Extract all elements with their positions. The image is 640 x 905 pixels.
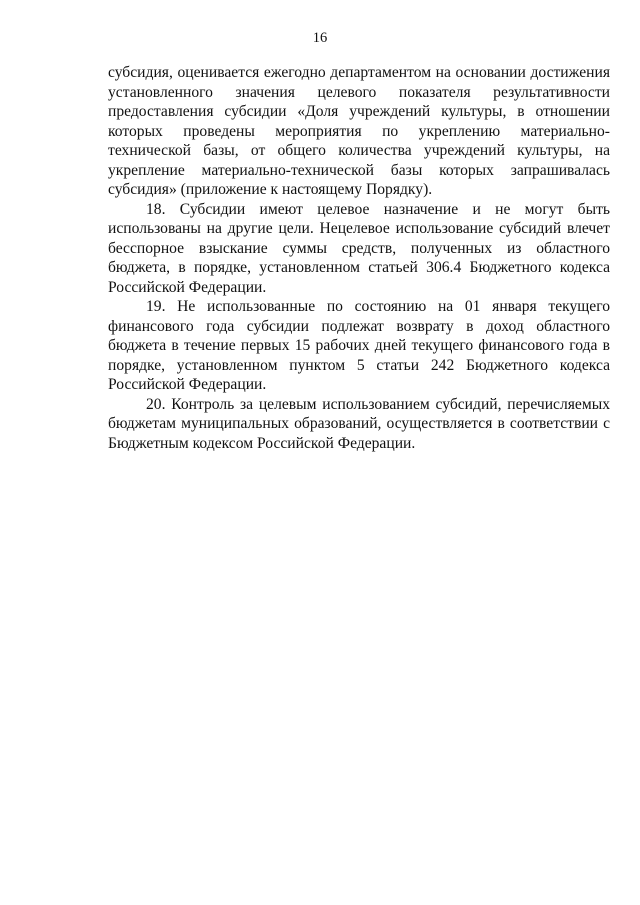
page-number: 16 (312, 30, 328, 46)
document-body (108, 63, 610, 453)
paragraph-18: 18. Субсидии имеют целевое назначение и не могут быть использованы на другие цели. Нецелевое использование субсидий влечет бесспорное взыскание суммы средств, полученных из областного бюджета, в порядке, установленном статьей 306.4 Бюджетного кодекса Российской Федерации. (108, 200, 610, 296)
paragraph-19: 19. Не использованные по состоянию на 01 января текущего финансового года субсидии подлежат возврату в доход областного бюджета в течение первых 15 рабочих дней текущего финансового года в порядке, установленном пунктом 5 статьи 242 Бюджетного кодекса Российской Федерации. (108, 298, 610, 393)
paragraph-continuation: субсидия, оценивается ежегодно департаментом на основании достижения установленного значения целевого показателя результативности предоставления субсидии «Доля учреждений культуры, в отношении которых проведены мероприятия по укреплению материально-технической базы, от общего количества учреждений культуры, на укрепление материально-технической базы которых запрашивалась субсидия» (приложение к настоящему Порядку). (108, 64, 610, 198)
paragraph-20: 20. Контроль за целевым использованием субсидий, перечисляемых бюджетам муниципальных образований, осуществляется в соответствии с Бюджетным кодексом Российской Федерации. (108, 395, 610, 452)
